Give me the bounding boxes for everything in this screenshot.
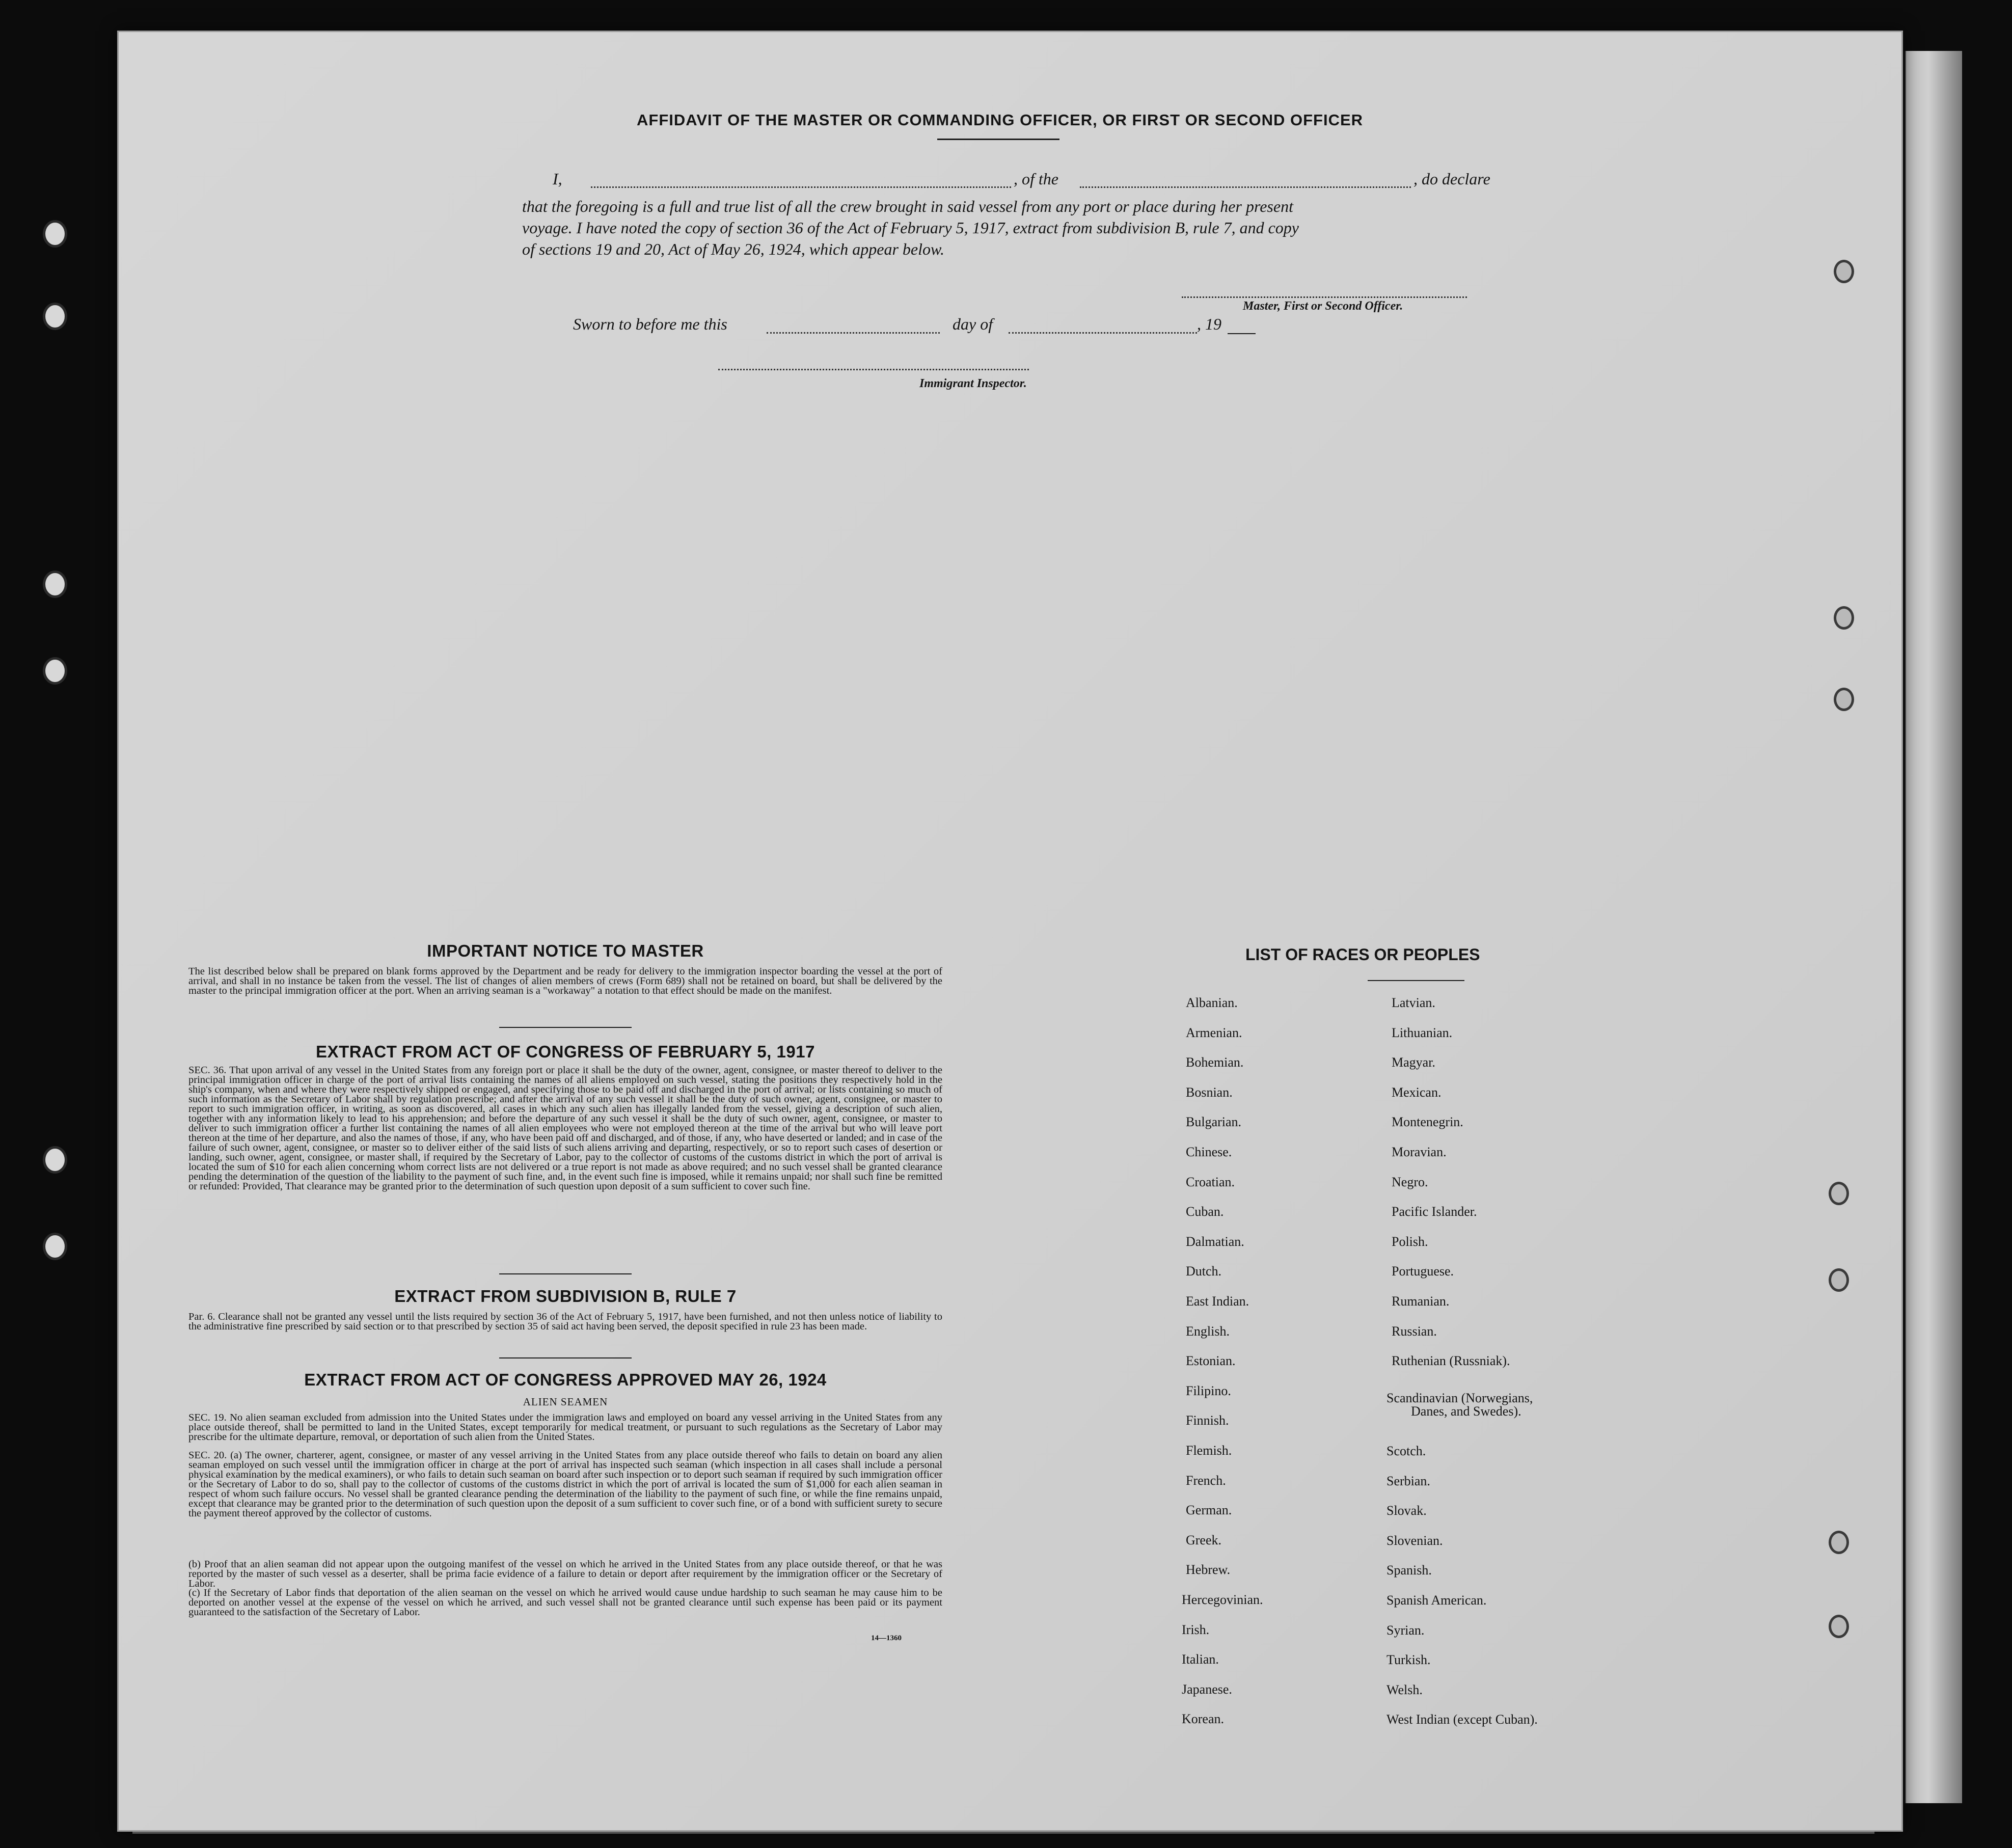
race-item: Filipino. (1186, 1383, 1231, 1398)
race-item: Bohemian. (1186, 1055, 1244, 1070)
race-item: Magyar. (1392, 1055, 1435, 1070)
race-item: Syrian. (1386, 1622, 1425, 1638)
affidavit-line-3: voyage. I have noted the copy of section 36 of the Act of February 5, 1917, extract from subdivision B, rule 7, and copy (522, 219, 1299, 237)
race-item: Spanish. (1386, 1563, 1432, 1578)
sworn-year-prefix: , 19 (1197, 315, 1221, 333)
race-item: Irish. (1182, 1622, 1210, 1637)
sworn-label: Sworn to before me this (573, 315, 727, 333)
binder-hole (1834, 606, 1854, 630)
section-divider (499, 1027, 632, 1028)
underlying-page-edge (1905, 51, 1962, 1803)
inspector-signature-blank[interactable] (718, 369, 1029, 370)
races-underline (1368, 980, 1464, 981)
extract1-title: EXTRACT FROM ACT OF CONGRESS OF FEBRUARY 5, 1917 (316, 1042, 815, 1061)
race-item: German. (1186, 1503, 1232, 1518)
race-item: English. (1186, 1323, 1230, 1339)
race-item: Mexican. (1392, 1084, 1442, 1100)
binder-hole (43, 1146, 67, 1174)
race-item: Croatian. (1186, 1174, 1235, 1189)
race-item: Albanian. (1186, 995, 1238, 1010)
race-item: Russian. (1392, 1323, 1437, 1339)
section-divider (499, 1273, 632, 1274)
binder-hole (1829, 1531, 1849, 1554)
affidavit-line-4: of sections 19 and 20, Act of May 26, 1924, which appear below. (522, 240, 944, 258)
extract3-sec20c: (c) If the Secretary of Labor finds that deportation of the alien seaman on the vessel on which he arrived would cause undue hardship to such seaman he may cause him to be deported on another vessel at the expense of the vessel on which he arrived, and such vessel shall not be granted clearance until such expense has been paid or its payment guaranteed to the satisfaction of the Secretary of Labor. (188, 1587, 942, 1618)
extract1-text: SEC. 36. That upon arrival of any vessel in the United States from any foreign port or place it shall be the duty of the owner, agent, consignee, or master thereof to deliver to the principal immigration officer in charge of the port of arrival lists containing the names of all aliens employed on such vessel, stating the positions they respectively hold in the ship's company, when and where they were respectively shipped or engaged, and specifying those to be paid off and discharged in the port of arrival; or lists containing so much of such information as the Secretary of Labor shall by regulation prescribe; and after the arrival of any such vessel it shall be the duty of such owner, agent, consignee, or master to report to such immigration officer, in writing, as soon as discovered, all cases in which any such alien has illegally landed from the vessel, giving a description of such alien, together with any information likely to lead to his apprehension; and before the departure of any such vessel it shall be the duty of such owner, agent, consignee, or master to deliver to such immigration officer a further list containing the names of all alien employees who were not employed thereon at the time of the arrival but who will leave port thereon at the time of her departure, and also the names of those, if any, who have been paid off and discharged, and of those, if any, who have deserted or landed; and in case of the failure of such owner, agent, consignee, or master so to deliver either of the said lists of such aliens arriving and departing, respectively, or so to report such cases of desertion or landing, such owner, agent, consignee, or master shall, if required by the Secretary of Labor, pay to the collector of customs of the customs district in which the port of arrival is located the sum of $10 for each alien concerning whom correct lists are not delivered or a true report is not made as above required; and no such vessel shall be granted clearance pending the determination of the question of the liability to the payment of such fine, and, in the event such fine is imposed, while it remains unpaid; nor shall such fine be remitted or refunded: Provided, That clearance may be granted prior to the determination of such question upon deposit of a sum sufficient to cover such fine. (188, 1065, 942, 1192)
race-item: Korean. (1182, 1711, 1225, 1727)
race-item: Scandinavian (Norwegians, (1386, 1391, 1533, 1405)
race-item: Lithuanian. (1392, 1025, 1453, 1040)
form-number: 14—1360 (871, 1634, 902, 1642)
binder-hole (1834, 688, 1854, 711)
race-item: Flemish. (1186, 1443, 1232, 1458)
race-item: Polish. (1392, 1234, 1428, 1249)
race-item: French. (1186, 1473, 1226, 1488)
binder-hole (1834, 260, 1854, 283)
inspector-label: Immigrant Inspector. (919, 377, 1027, 390)
binder-hole (43, 303, 67, 330)
race-item: Rumanian. (1392, 1294, 1450, 1309)
extract3-sec20a: SEC. 20. (a) The owner, charterer, agent, consignee, or master of any vessel arriving in the United States from any place outside thereof who fails to detain on board any alien seaman employed on such vessel until the immigration officer in charge at the port of arrival has inspected such seaman (which inspection in all cases shall include a personal physical examination by the medical examiners), or who fails to detain such seaman on board after such inspection or to deport such seaman if required by such immigration officer or the Secretary of Labor to do so, shall pay to the collector of customs of the customs district in which the port of arrival is located the sum of $1,000 for each alien seaman in respect of whom such failure occurs. No vessel shall be granted clearance pending the determination of the liability to the payment of such fine, or while the fine remains unpaid, except that clearance may be granted prior to the determination of such question upon the deposit of a sum sufficient to cover such fine, or of a bond with sufficient surety to secure the payment thereof approved by the collector of customs. (188, 1450, 942, 1519)
name-blank[interactable] (591, 186, 1011, 188)
race-item: Estonian. (1186, 1353, 1236, 1369)
master-label: Master, First or Second Officer. (1243, 300, 1403, 313)
year-blank[interactable] (1228, 333, 1256, 334)
race-item: East Indian. (1186, 1294, 1249, 1309)
races-title: LIST OF RACES OR PEOPLES (1245, 945, 1480, 964)
race-item: Slovenian. (1386, 1533, 1443, 1548)
race-item: Bulgarian. (1186, 1115, 1242, 1130)
master-signature-blank[interactable] (1182, 296, 1467, 298)
extract3-sec19: SEC. 19. No alien seaman excluded from admission into the United States under the immigration laws and employed on board any vessel arriving in the United States from any place outside thereof, shall be permitted to land in the United States, except temporarily for medical treatment, or pursuant to such regulations as the Secretary of Labor may prescribe for the ultimate departure, removal, or deportation of such alien from the United States. (188, 1412, 942, 1443)
affidavit-declare: , do declare (1413, 170, 1490, 188)
race-item: West Indian (except Cuban). (1386, 1712, 1538, 1727)
sworn-month-blank[interactable] (1009, 332, 1197, 334)
binder-hole (43, 220, 67, 248)
extract2-title: EXTRACT FROM SUBDIVISION B, RULE 7 (394, 1287, 737, 1306)
vessel-blank[interactable] (1080, 186, 1411, 188)
sworn-day-of: day of (953, 315, 993, 333)
binder-hole (43, 570, 67, 598)
extract2-text: Par. 6. Clearance shall not be granted any vessel until the lists required by section 36 of the Act of February 5, 1917, have been furnished, and not then unless notice of liability to the administrative fine prescribed by said section or to that prescribed by section 35 of said act having been served, the deposit specified in rule 23 has been made. (188, 1311, 942, 1332)
race-item: Japanese. (1182, 1681, 1232, 1697)
sworn-day-blank[interactable] (767, 332, 940, 334)
race-item: Portuguese. (1392, 1264, 1454, 1279)
binder-hole (43, 657, 67, 685)
section-divider (499, 1357, 632, 1358)
race-item: Negro. (1392, 1174, 1428, 1189)
race-item: Italian. (1182, 1652, 1219, 1667)
race-item: Chinese. (1186, 1145, 1232, 1159)
race-item: Moravian. (1392, 1145, 1447, 1159)
affidavit-line-2: that the foregoing is a full and true list of all the crew brought in said vessel from any port or place during her present (522, 197, 1293, 215)
binder-hole (1829, 1615, 1849, 1638)
race-item: Greek. (1186, 1532, 1222, 1547)
binder-hole (1829, 1268, 1849, 1292)
race-item: Danes, and Swedes). (1411, 1404, 1521, 1419)
race-item: Slovak. (1386, 1503, 1427, 1518)
affidavit-of-the: , of the (1014, 170, 1058, 188)
binder-hole (1829, 1182, 1849, 1205)
race-item: Latvian. (1392, 995, 1435, 1010)
race-item: Finnish. (1186, 1413, 1229, 1428)
race-item: Welsh. (1386, 1682, 1423, 1697)
race-item: Serbian. (1386, 1473, 1430, 1488)
race-item: Turkish. (1386, 1652, 1431, 1668)
race-item: Dalmatian. (1186, 1234, 1244, 1249)
binder-hole (43, 1233, 67, 1260)
affidavit-title: AFFIDAVIT OF THE MASTER OR COMMANDING OFFICER, OR FIRST OR SECOND OFFICER (637, 111, 1364, 129)
race-item: Montenegrin. (1392, 1115, 1463, 1130)
race-item: Pacific Islander. (1392, 1204, 1477, 1219)
race-item: Bosnian. (1186, 1084, 1233, 1100)
extract3-title: EXTRACT FROM ACT OF CONGRESS APPROVED MAY 26, 1924 (304, 1370, 827, 1389)
race-item: Spanish American. (1386, 1593, 1487, 1608)
extract3-subtitle: ALIEN SEAMEN (523, 1396, 608, 1408)
race-item: Cuban. (1186, 1204, 1224, 1219)
notice-title: IMPORTANT NOTICE TO MASTER (427, 941, 704, 960)
affidavit-pronoun: I, (553, 170, 562, 188)
notice-text: The list described below shall be prepared on blank forms approved by the Department and be ready for delivery to the immigration inspector boarding the vessel at the port of arrival, and shall in no instance be taken from the vessel. The list of changes of alien members of crews (Form 689) shall not be retained on board, but shall be delivered by the master to the principal immigration officer at the port. When an arriving seaman is a "workaway" a notation to that effect should be made on the manifest. (188, 966, 942, 996)
race-item: Ruthenian (Russniak). (1392, 1353, 1510, 1369)
race-item: Dutch. (1186, 1264, 1222, 1279)
race-item: Scotch. (1386, 1444, 1426, 1458)
extract3-sec20b: (b) Proof that an alien seaman did not appear upon the outgoing manifest of the vessel on which he arrived in the United States from any place outside thereof, or that he was reported by the master of such vessel as a deserter, shall be prima facie evidence of a failure to detain or deport after requirement by the immigration officer or the Secretary of Labor. (188, 1559, 942, 1589)
title-underline (937, 139, 1059, 140)
race-item: Hercegovinian. (1182, 1592, 1263, 1607)
race-item: Armenian. (1186, 1025, 1242, 1040)
race-item: Hebrew. (1186, 1562, 1231, 1578)
